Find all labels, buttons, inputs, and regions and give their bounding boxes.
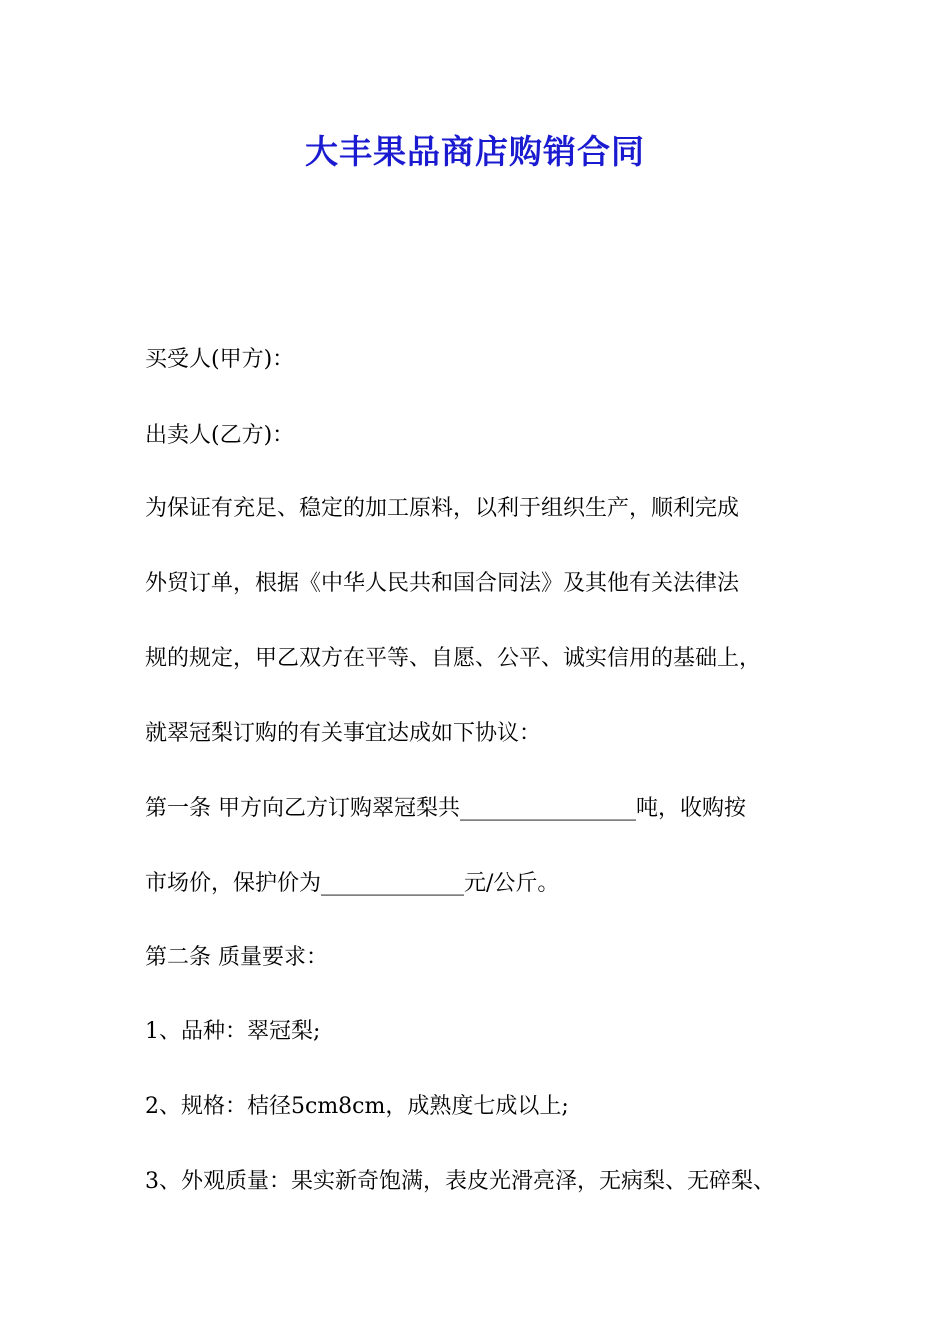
preamble-line-2: 外贸订单，根据《中华人民共和国合同法》及其他有关法律法 (145, 571, 740, 596)
preamble-line-4: 就翠冠梨订购的有关事宜达成如下协议： (145, 721, 542, 746)
article-2-heading: 第二条 质量要求： (145, 945, 328, 970)
buyer-line: 买受人(甲方)： (145, 347, 295, 372)
document-title: 大丰果品商店购销合同 (305, 132, 645, 171)
quality-item-2: 2、规格：桔径5cm8cm，成熟度七成以上; (145, 1094, 569, 1119)
article-1-line-2: 市场价，保护价为_____________元/公斤。 (145, 871, 560, 896)
quality-item-1: 1、品种：翠冠梨; (145, 1019, 321, 1044)
seller-line: 出卖人(乙方)： (145, 423, 295, 448)
quality-item-3: 3、外观质量：果实新奇饱满，表皮光滑亮泽，无病梨、无碎梨、 (145, 1169, 775, 1194)
article-1-line-1: 第一条 甲方向乙方订购翠冠梨共________________吨，收购按 (145, 796, 746, 821)
preamble-line-1: 为保证有充足、稳定的加工原料，以利于组织生产，顺利完成 (145, 496, 740, 521)
preamble-line-3: 规的规定，甲乙双方在平等、自愿、公平、诚实信用的基础上， (145, 646, 762, 671)
